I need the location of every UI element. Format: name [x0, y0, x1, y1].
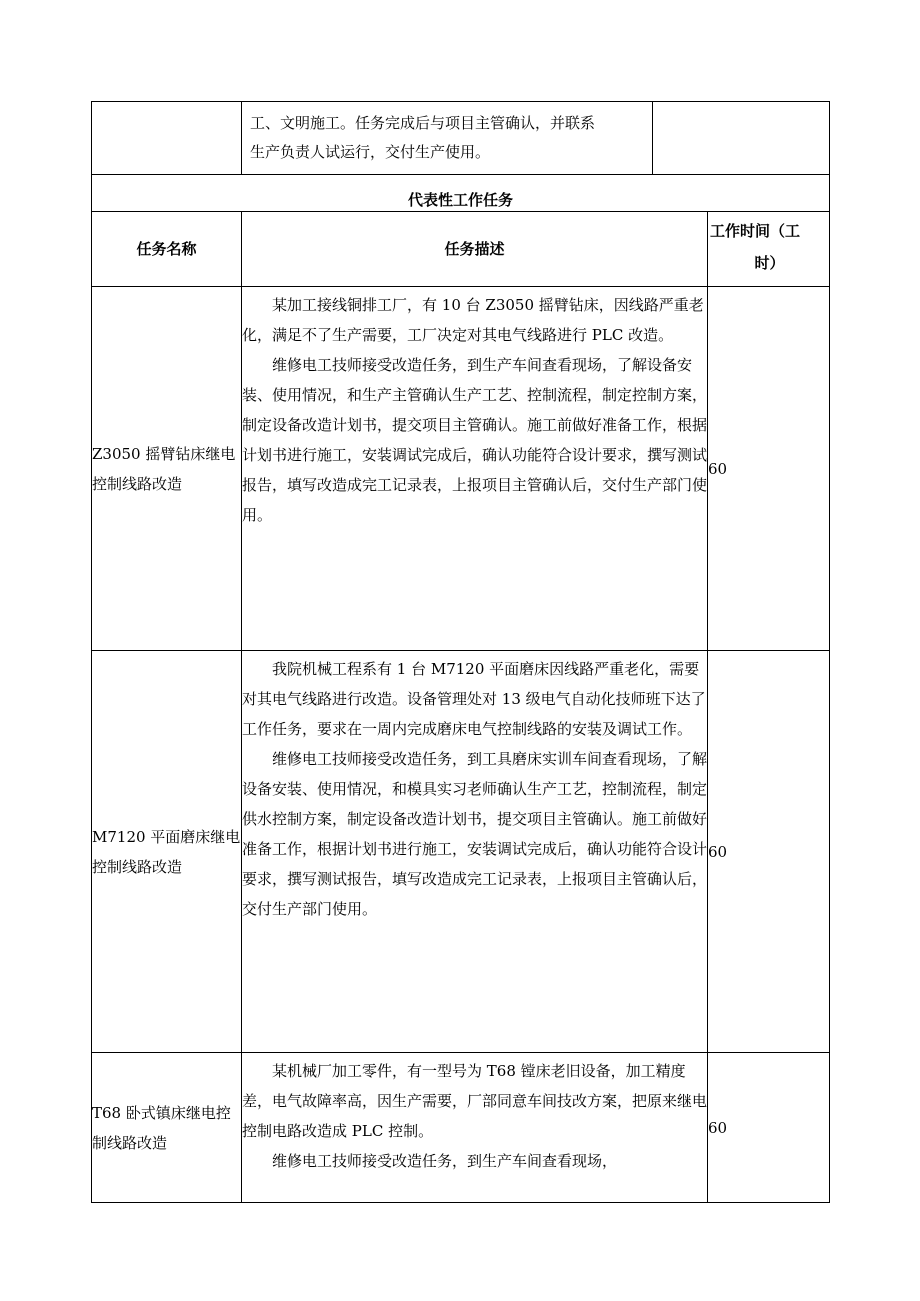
- continuation-line-1: 工、文明施工。任务完成后与项目主管确认，并联系: [250, 114, 596, 132]
- task-description-paragraph: 维修电工技师接受改造任务，到生产车间查看现场，: [272, 1152, 618, 1170]
- task-description-cell: [242, 287, 708, 651]
- header-work-time-line2: 时）: [754, 254, 785, 272]
- continuation-row: [92, 102, 830, 175]
- work-task-table: [91, 101, 830, 1203]
- task-name: M7120 平面磨床继电控制线路改造: [92, 827, 241, 876]
- task-hours-cell: [708, 651, 830, 1053]
- task-hours: 60: [708, 1118, 728, 1137]
- header-row: [92, 212, 830, 287]
- task-description-paragraph: 维修电工技师接受改造任务，到生产车间查看现场，了解设备安装、使用情况，和生产主管确认生产工艺、控制流程，制定控制方案，制定设备改造计划书，提交项目主管确认。施工前做好准备工作，根据计划书进行施工，安装调试完成后，确认功能符合设计要求，撰写测试报告，填写改造成完工记录表，上报项目主管确认后，交付生产部门使用。: [242, 356, 708, 524]
- task-name-cell: [92, 1053, 242, 1203]
- task-hours-cell: [708, 287, 830, 651]
- continuation-text-cell: [242, 102, 653, 175]
- task-hours: 60: [708, 842, 728, 861]
- task-row: [92, 1053, 830, 1203]
- task-description-paragraph: 某加工接线铜排工厂，有 10 台 Z3050 摇臂钻床，因线路严重老化，满足不了生产需要，工厂决定对其电气线路进行 PLC 改造。: [242, 296, 704, 344]
- task-name-cell: [92, 287, 242, 651]
- header-work-time-line1: 工作时间（工: [710, 222, 801, 240]
- continuation-left-cell: [92, 102, 242, 175]
- task-description-paragraph: 维修电工技师接受改造任务，到工具磨床实训车间查看现场，了解设备安装、使用情况，和模具实习老师确认生产工艺，控制流程，制定供水控制方案，制定设备改造计划书，提交项目主管确认。施工前做好准备工作，根据计划书进行施工，安装调试完成后，确认功能符合设计要求，撰写测试报告，填写改造成完工记录表，上报项目主管确认后，交付生产部门使用。: [242, 750, 708, 918]
- task-name-cell: [92, 651, 242, 1053]
- header-task-name: 任务名称: [92, 212, 242, 287]
- task-hours: 60: [708, 459, 728, 478]
- section-title: 代表性工作任务: [92, 175, 830, 212]
- section-title-row: [92, 175, 830, 212]
- task-hours-cell: [708, 1053, 830, 1203]
- task-name: T68 卧式镇床继电控制线路改造: [92, 1103, 231, 1152]
- task-row: [92, 287, 830, 651]
- task-description-paragraph: 我院机械工程系有 1 台 M7120 平面磨床因线路严重老化，需要对其电气线路进行改造。设备管理处对 13 级电气自动化技师班下达了工作任务，要求在一周内完成磨床电气控制线路的安装及调试工作。: [242, 660, 706, 738]
- task-name: Z3050 摇臂钻床继电控制线路改造: [92, 444, 236, 493]
- header-task-description: 任务描述: [242, 212, 708, 287]
- header-work-time: [708, 212, 830, 287]
- continuation-line-2: 生产负责人试运行，交付生产使用。: [250, 143, 491, 161]
- task-description-cell: [242, 1053, 708, 1203]
- task-description-cell: [242, 651, 708, 1053]
- continuation-right-cell: [653, 102, 830, 175]
- task-description-paragraph: 某机械厂加工零件，有一型号为 T68 镗床老旧设备，加工精度差，电气故障率高，因生产需要，厂部同意车间技改方案，把原来继电控制电路改造成 PLC 控制。: [242, 1062, 708, 1140]
- task-row: [92, 651, 830, 1053]
